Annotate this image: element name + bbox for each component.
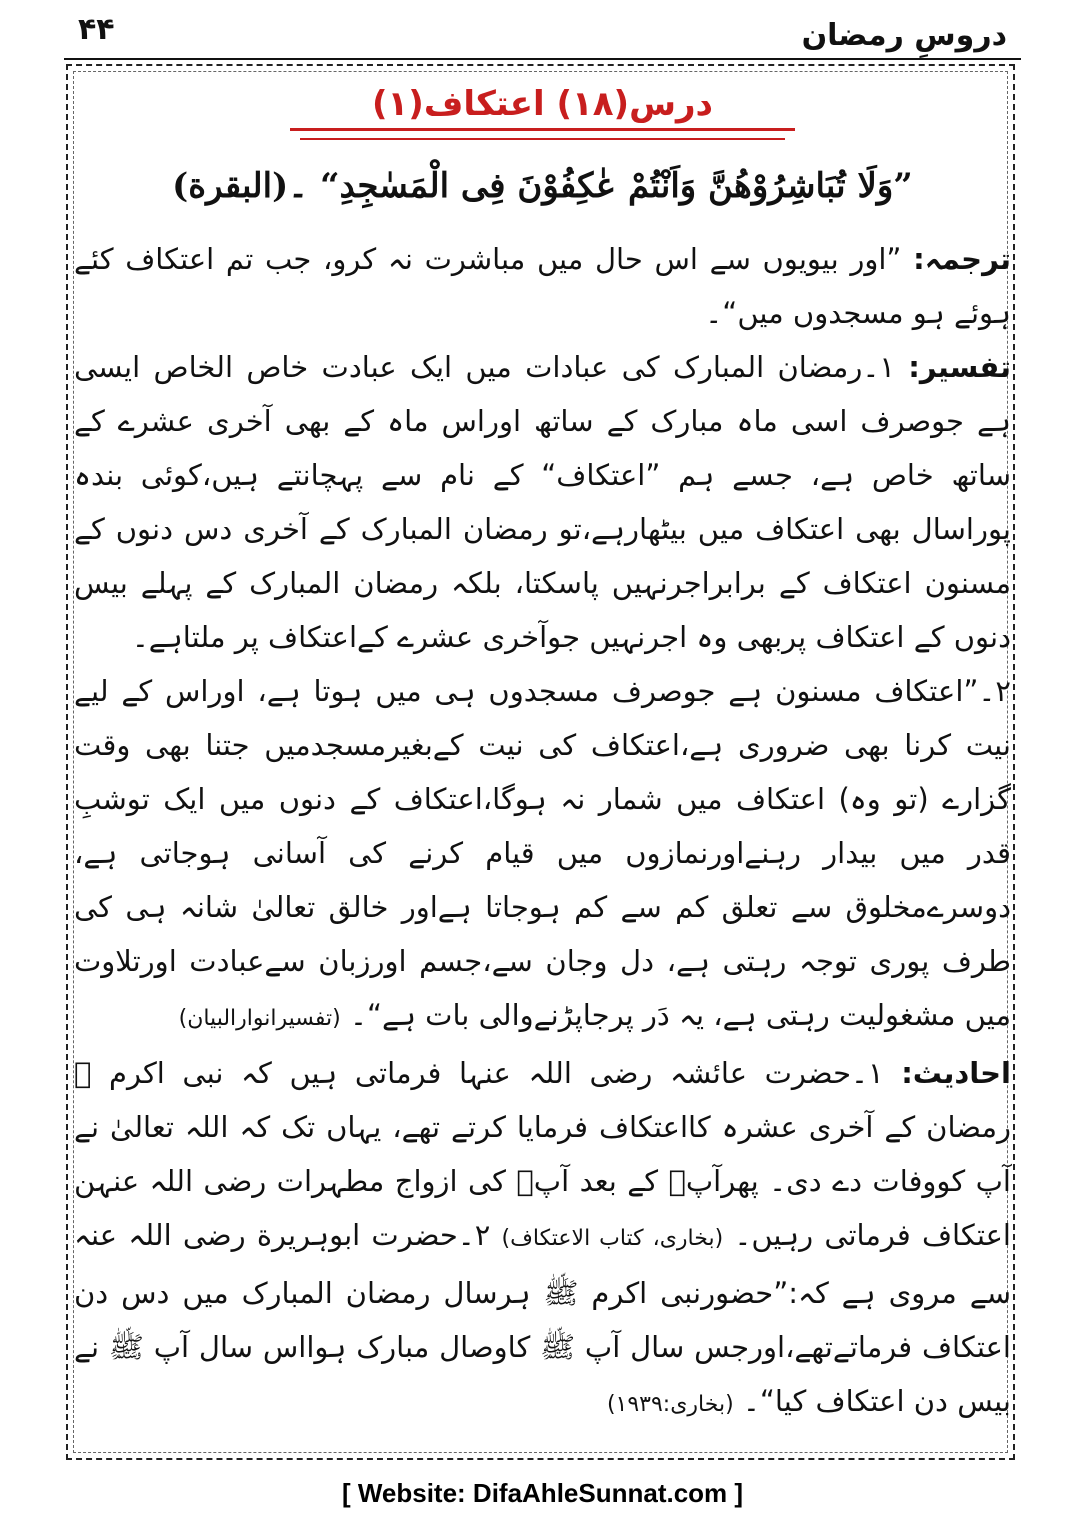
title-underline	[300, 138, 785, 140]
lesson-title: درس(۱۸) اعتکاف(۱)	[290, 84, 795, 131]
body-text	[74, 232, 1011, 1432]
running-title: دروسِ رمضان	[801, 18, 1007, 53]
hadith-1: ۱۔حضرت عائشہ رضی اللہ عنہا فرماتی ہیں کہ نبی اکرم ﷺ رمضان کے آخری عشرہ کااعتکاف فرمایا کرتے تھے، یہاں تک کہ اللہ تعالیٰ نے آپ کووفات دے دی۔ پھرآپؐ کے بعد آپؐ کی ازواج مطہرات رضی اللہ عنہن اعتکاف فرماتی رہیں۔	[74, 1056, 1011, 1252]
hadith-2-source: (بخاری:۱۹۳۹)	[606, 1392, 734, 1417]
hadith-1-source: (بخاری، کتاب الاعتکاف)	[501, 1226, 724, 1251]
hadith-2: ۲۔حضرت ابوہریرة رضی اللہ عنہ سے مروی ہے کہ:”حضورنبی اکرم ﷺ ہرسال رمضان المبارک میں دس دن اعتکاف فرماتےتھے،اورجس سال آپ ﷺ کاوصال مبارک ہوااس سال آپ ﷺ نے بیس دن اعتکاف کیا“۔	[74, 1218, 1011, 1418]
verse-arabic: ”وَلَا تُبَاشِرُوْهُنَّ وَاَنْتُمْ عٰکِفُوْنَ فِی الْمَسٰجِدِ“	[319, 166, 913, 206]
tafseer-point-2: ۲۔”اعتکاف مسنون ہے جوصرف مسجدوں ہی میں ہوتا ہے، اوراس کے لیے نیت کرنا بھی ضروری ہے،اعتکاف کی نیت کےبغیرمسجدمیں جتنا بھی وقت گزارے (تو وہ) اعتکاف میں شمار نہ ہوگا،اعتکاف کے دنوں میں ایک توشبِ قدر میں بیدار رہنےاورنمازوں میں قیام کرنے کی آسانی ہوجاتی ہے، دوسرےمخلوق سے تعلق کم سے کم ہوجاتا ہےاور خالق تعالیٰ شانہ ہی کی طرف پوری توجہ رہتی ہے، دل وجان سے،جسم اورزبان سےعبادت اورتلاوت میں مشغولیت رہتی ہے، یہ دَر پرجاپڑنےوالی بات ہے“۔	[74, 674, 1011, 1032]
translation-text: ”اور بیویوں سے اس حال میں مباشرت نہ کرو، جب تم اعتکاف کئے ہوئے ہو مسجدوں میں“۔	[74, 242, 1011, 330]
website-footer: [ Website: DifaAhleSunnat.com ]	[341, 1478, 744, 1508]
ahadith-paragraph	[74, 1046, 1011, 1432]
tafseer-label: تفسیر:	[908, 350, 1012, 384]
ahadith-label: احادیث:	[901, 1056, 1011, 1090]
verse-reference: ۔(البقرة)	[172, 166, 309, 206]
tafseer-point-1: ۱۔رمضان المبارک کی عبادات میں ایک عبادت خاص الخاص ایسی ہے جوصرف اسی ماہ مبارک کے ساتھ اوراس ماہ کے بھی آخری عشرے کے ساتھ خاص ہے، جسے ہم ”اعتکاف“ کے نام سے پہچانتے ہیں،کوئی بندہ پوراسال بھی اعتکاف میں بیٹھارہے،تو رمضان المبارک کے آخری دس دنوں کے مسنون اعتکاف کے برابراجرنہیں پاسکتا، بلکہ رمضان المبارک کے پہلے بیس دنوں کے اعتکاف پربھی وہ اجرنہیں جوآخری عشرے کےاعتکاف پر ملتاہے۔	[74, 350, 1011, 654]
page-number: ۴۴	[78, 12, 115, 47]
header-rule	[64, 58, 1021, 60]
translation-paragraph	[74, 232, 1011, 340]
tafseer-paragraph-2	[74, 664, 1011, 1046]
translation-label: ترجمہ:	[913, 242, 1012, 276]
tafseer-paragraph-1	[74, 340, 1011, 664]
tafseer-source: (تفسیرانوارالبیان)	[178, 1006, 341, 1031]
quran-verse	[100, 165, 985, 206]
